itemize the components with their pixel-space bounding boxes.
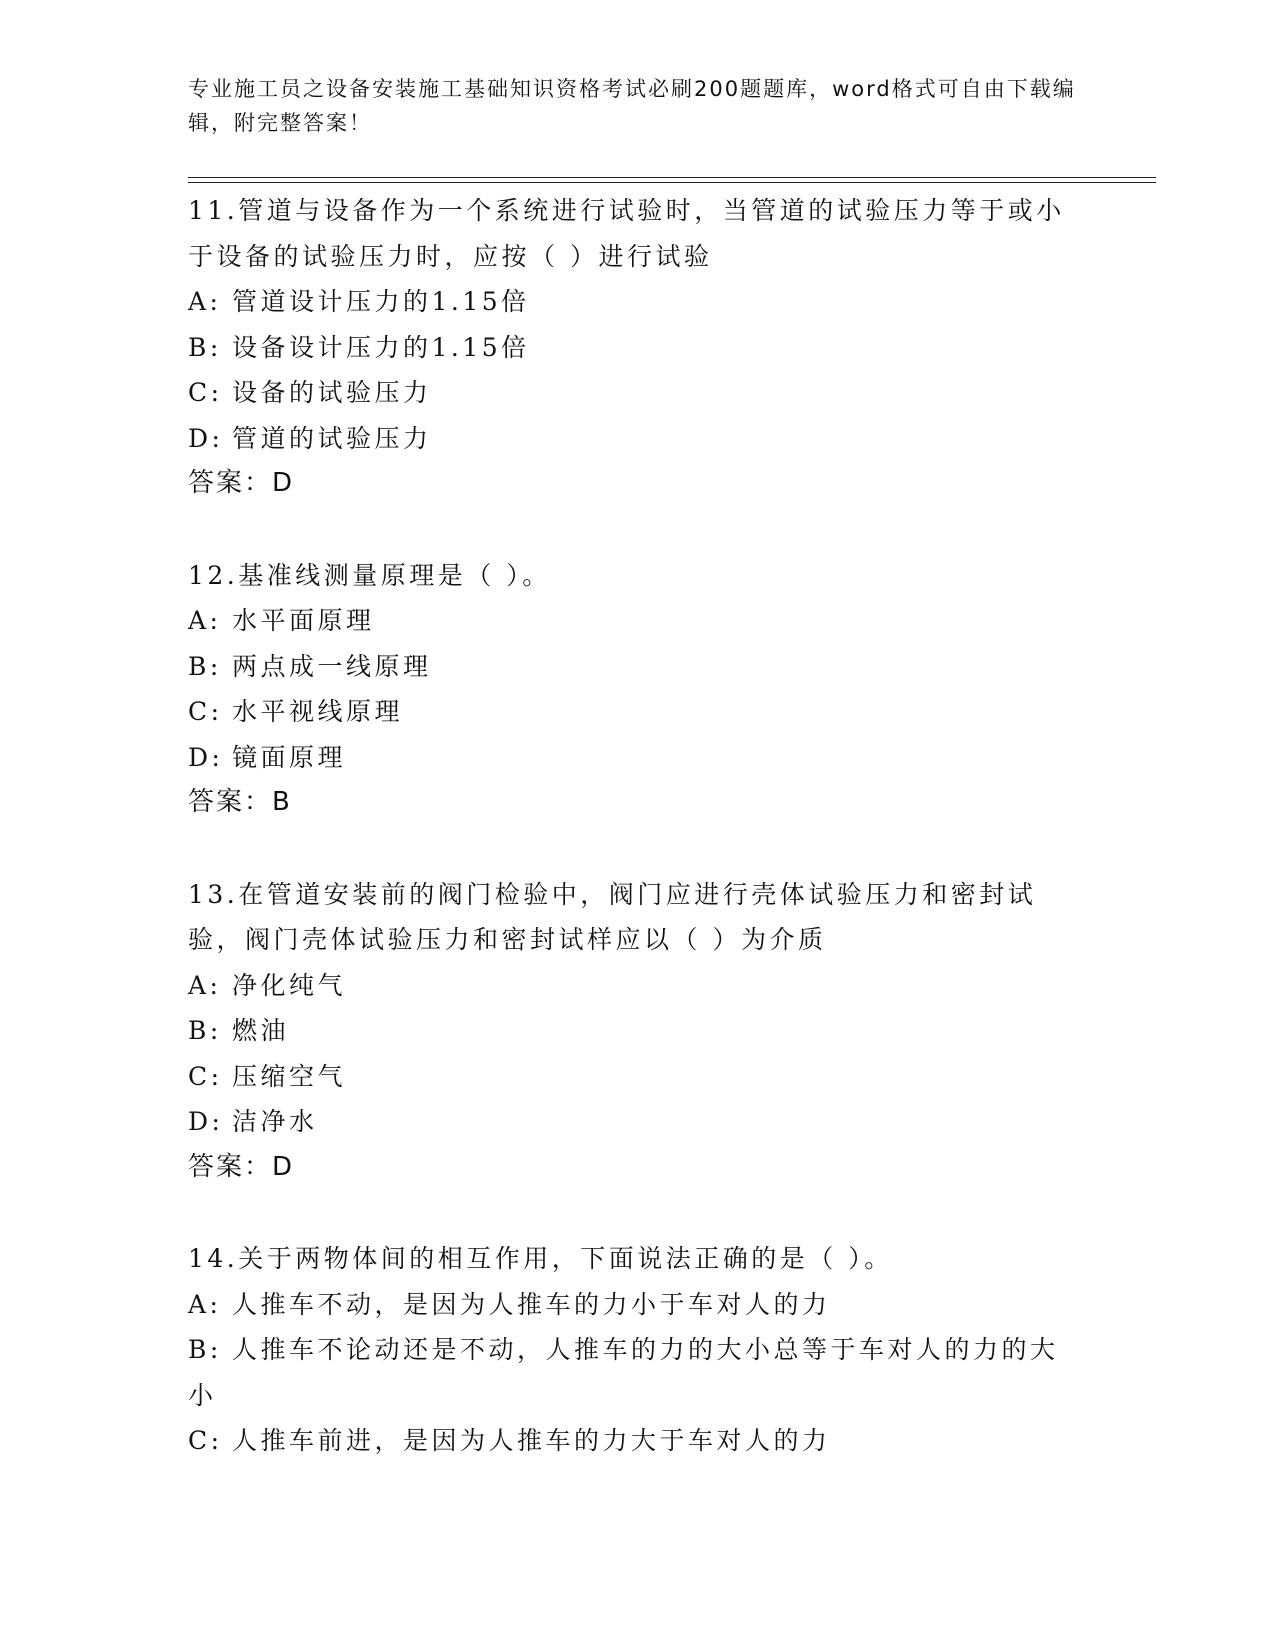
option-key: A:	[188, 606, 222, 635]
option-text: 人推车不论动还是不动，人推车的力的大小总等于车对人的力的大小	[188, 1335, 1059, 1410]
question-stem: 13.在管道安装前的阀门检验中，阀门应进行壳体试验压力和密封试验，阀门壳体试验压力和密封试样应以（ ）为介质	[188, 879, 1037, 954]
option-key: C:	[188, 378, 223, 407]
option-d	[188, 735, 1078, 781]
option-key: D:	[188, 742, 224, 772]
option-c	[188, 370, 1078, 416]
option-text: 设备的试验压力	[232, 378, 432, 407]
answer-line: 答案：D	[188, 468, 295, 498]
option-text: 水平面原理	[232, 606, 375, 635]
option-b	[188, 644, 1078, 690]
option-d	[188, 416, 1078, 462]
option-b	[188, 1327, 1078, 1418]
answer-line: 答案：D	[188, 1151, 295, 1182]
option-text: 净化纯气	[232, 970, 347, 1000]
option-text: 洁净水	[232, 1107, 318, 1136]
question-stem: 12.基准线测量原理是（ ）。	[188, 560, 551, 590]
option-key: B:	[188, 332, 222, 362]
option-text: 人推车不动，是因为人推车的力小于车对人的力	[232, 1289, 831, 1319]
option-b	[188, 1008, 1078, 1054]
answer-line: 答案：B	[188, 787, 292, 817]
option-text: 管道的试验压力	[232, 423, 432, 453]
question-stem: 14.关于两物体间的相互作用，下面说法正确的是（ ）。	[188, 1244, 893, 1273]
option-b	[188, 325, 1078, 371]
header-divider-top	[188, 177, 1156, 178]
header-divider-bottom	[188, 182, 1156, 183]
option-c	[188, 689, 1078, 735]
option-text: 两点成一线原理	[232, 651, 432, 681]
option-text: 镜面原理	[232, 742, 347, 772]
option-key: A:	[188, 287, 222, 316]
option-a	[188, 279, 1078, 325]
option-key: C:	[188, 1061, 223, 1091]
option-key: A:	[188, 1289, 222, 1319]
option-key: A:	[188, 970, 222, 1000]
option-text: 管道设计压力的1.15倍	[232, 287, 530, 316]
option-key: C:	[188, 1426, 223, 1455]
option-text: 燃油	[232, 1016, 290, 1045]
option-a	[188, 963, 1078, 1009]
option-key: C:	[188, 697, 223, 726]
option-a	[188, 1282, 1078, 1328]
option-c	[188, 1054, 1078, 1100]
option-text: 人推车前进，是因为人推车的力大于车对人的力	[232, 1426, 831, 1455]
question-13	[188, 872, 1078, 1191]
question-14	[188, 1236, 1078, 1464]
option-text: 压缩空气	[232, 1061, 347, 1091]
option-d	[188, 1099, 1078, 1145]
option-key: B:	[188, 1335, 222, 1364]
document-header-title: 专业施工员之设备安装施工基础知识资格考试必刷200题题库，word格式可自由下载编辑，附完整答案！	[188, 77, 1076, 135]
option-text: 设备设计压力的1.15倍	[232, 332, 530, 362]
option-key: B:	[188, 651, 222, 681]
question-11	[188, 188, 1078, 507]
option-a	[188, 598, 1078, 644]
question-stem: 11.管道与设备作为一个系统进行试验时，当管道的试验压力等于或小于设备的试验压力时，应按（ ）进行试验	[188, 196, 1065, 271]
question-list	[188, 188, 1078, 1510]
option-key: B:	[188, 1016, 222, 1045]
option-text: 水平视线原理	[232, 697, 404, 726]
option-key: D:	[188, 1107, 224, 1136]
option-c	[188, 1418, 1078, 1464]
option-key: D:	[188, 423, 224, 453]
question-12	[188, 553, 1078, 826]
